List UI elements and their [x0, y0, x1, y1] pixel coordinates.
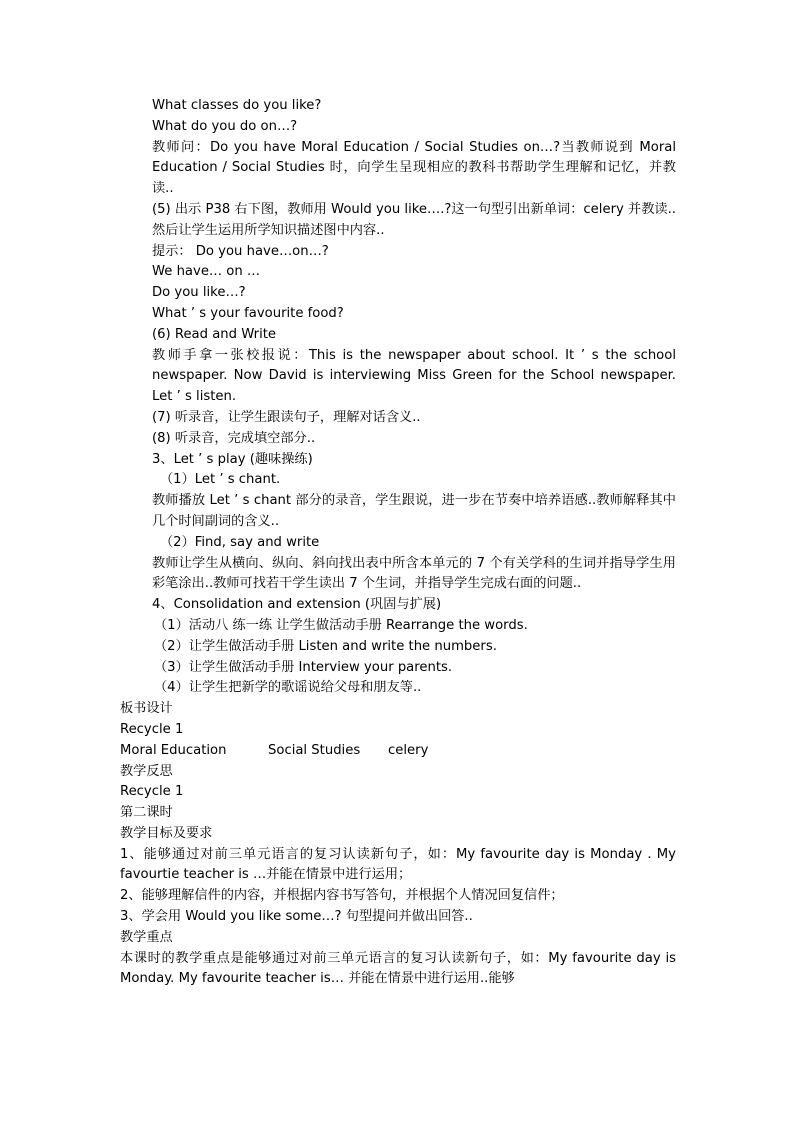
section-heading: 教学重点: [120, 929, 173, 945]
text-line: (8) 听录音，完成填空部分..: [152, 430, 316, 446]
paragraph: 教师问：Do you have Moral Education / Social Studies on…?当教师说到 Moral Education / Social Studies 时，向学生呈现相应的教科书帮助学生理解和记忆，并教读..: [152, 139, 676, 197]
board-item: Moral Education: [120, 742, 227, 758]
text-line: Recycle 1: [120, 721, 184, 737]
section-heading: 教学反思: [120, 763, 173, 779]
text-line: Recycle 1: [120, 784, 184, 800]
text-line: 2、能够理解信件的内容，并根据内容书写答句，并根据个人情况回复信件；: [120, 888, 564, 904]
text-line: 3、学会用 Would you like some…? 句型提问并做出回答..: [120, 909, 473, 925]
list-item: （2）让学生做活动手册 Listen and write the numbers.: [154, 638, 497, 654]
board-item: Social Studies: [268, 742, 361, 758]
section-heading: （2）Find, say and write: [160, 534, 320, 550]
text-line: What classes do you like?: [152, 98, 322, 113]
text-line: What ’ s your favourite food?: [152, 305, 344, 321]
board-item: celery: [388, 742, 429, 758]
section-heading: 第二课时: [120, 805, 173, 821]
section-heading: (6) Read and Write: [152, 326, 277, 342]
text-line: We have… on …: [152, 264, 261, 280]
paragraph: 本课时的教学重点是能够通过对前三单元语言的复习认读新句子，如：My favourite day is Monday. My favourite teacher is… 并能在情景中进行运用..能够: [120, 950, 676, 987]
paragraph: 教师手拿一张校报说：This is the newspaper about school. It ’ s the school newspaper. Now David is interviewing Miss Green for the School newspaper. Let ’ s listen.: [152, 347, 676, 405]
paragraph: 1、能够通过对前三单元语言的复习认读新句子，如：My favourite day is Monday . My favourtie teacher is …并能在情景中进行运用；: [120, 846, 676, 883]
section-heading: 板书设计: [120, 701, 173, 717]
section-heading: 4、Consolidation and extension (巩固与扩展): [152, 597, 442, 613]
list-item: （3）让学生做活动手册 Interview your parents.: [154, 659, 453, 675]
text-line: Do you like…?: [152, 285, 246, 301]
paragraph: 教师播放 Let ’ s chant 部分的录音，学生跟说，进一步在节奏中培养语感..教师解释其中几个时间副词的含义..: [152, 493, 676, 529]
list-item: （4）让学生把新学的歌谣说给父母和朋友等..: [154, 680, 422, 696]
text-line: (7) 听录音，让学生跟读句子，理解对话含义..: [152, 409, 421, 425]
document-page: [120, 96, 676, 990]
section-heading: 教学目标及要求: [120, 825, 213, 841]
text-line: 提示： Do you have…on…?: [152, 243, 329, 259]
section-heading: 3、Let ’ s play (趣味操练): [152, 451, 313, 467]
text-line: What do you do on…?: [152, 118, 298, 134]
list-item: （1）活动八 练一练 让学生做活动手册 Rearrange the words.: [154, 617, 528, 633]
board-row: [120, 741, 676, 762]
paragraph: (5) 出示 P38 右下图，教师用 Would you like….?这一句型引出新单词：celery 并教读..然后让学生运用所学知识描述图中内容..: [152, 201, 676, 238]
section-heading: （1）Let ’ s chant.: [160, 472, 281, 488]
paragraph: 教师让学生从横向、纵向、斜向找出表中所含本单元的 7 个有关学科的生词并指导学生用彩笔涂出..教师可找若干学生读出 7 个生词，并指导学生完成右面的问题..: [152, 555, 676, 592]
